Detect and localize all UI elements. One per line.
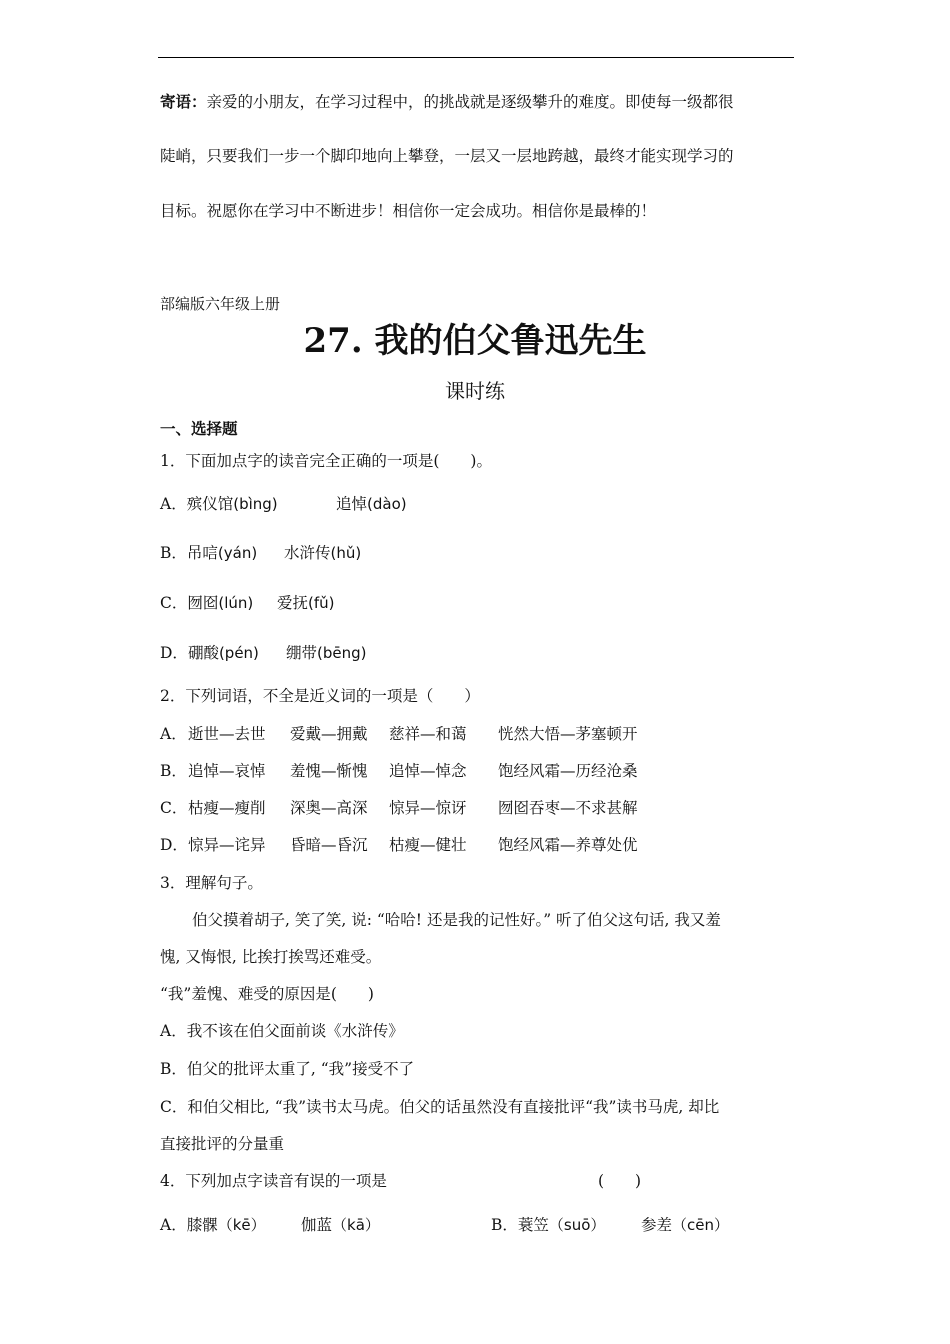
message-line-1: 寄语：亲爱的小朋友，在学习过程中，的挑战就是逐级攀升的难度。即使每一级都很 (160, 92, 734, 111)
q2-option-a: A． (160, 725, 187, 743)
q1-option-b-2: 水浒传(hǔ) (284, 544, 362, 562)
q2-option-c: C． (160, 799, 188, 817)
q2-option-d-item: 昏暗—昏沉 (290, 836, 368, 854)
q2-option-c-item: 囫囵吞枣—不求甚解 (498, 799, 638, 817)
q2-option-a-item: 恍然大悟—茅塞顿开 (498, 725, 638, 743)
q1-option-b: B．吊唁(yán) (160, 544, 258, 562)
q1-option-a-2: 追悼(dào) (336, 495, 407, 513)
q2-option-b: B． (160, 762, 187, 780)
q4-option-b-2: 参差（cēn） (641, 1216, 729, 1234)
q4-option-a-2: 伽蓝（kā） (301, 1216, 380, 1234)
q1-option-d-2: 绷带(bēng) (286, 644, 367, 662)
q2-option-d: D． (160, 836, 188, 854)
message-label: 寄语： (160, 92, 207, 111)
message-line-3: 目标。祝愿你在学习中不断进步！相信你一定会成功。相信你是最棒的！ (160, 202, 657, 220)
q4-option-a: A．膝髁（kē） (160, 1216, 266, 1234)
header-rule (158, 57, 794, 58)
q3-passage-line-2: 愧, 又悔恨, 比挨打挨骂还难受。 (160, 948, 382, 966)
grade-label: 部编版六年级上册 (160, 295, 281, 313)
q1-option-d: D．硼酸(pén) (160, 644, 259, 662)
q3-stem: 3．理解句子。 (160, 874, 263, 892)
q2-option-c-item: 深奥—高深 (290, 799, 368, 817)
q1-option-a: A．殡仪馆(bìng) (160, 495, 278, 513)
page-title: 27. 我的伯父鲁迅先生 (303, 321, 647, 361)
q3-option-c-cont: 直接批评的分量重 (160, 1135, 285, 1153)
q2-stem: 2．下列词语，不全是近义词的一项是（ ） (160, 687, 480, 705)
q2-option-d-item: 饱经风霜—养尊处优 (498, 836, 638, 854)
q2-option-c-item: 惊异—惊讶 (389, 799, 467, 817)
q4-option-b: B．蓑笠（suō） (491, 1216, 606, 1234)
q3-passage-line-1: 伯父摸着胡子, 笑了笑, 说: “哈哈! 还是我的记性好。” 听了伯父这句话, 我又羞 (192, 911, 721, 929)
q2-option-b-item: 追悼—悼念 (389, 762, 467, 780)
q3-option-a: A．我不该在伯父面前谈《水浒传》 (160, 1022, 404, 1040)
q2-option-d-item: 惊异—诧异 (188, 836, 266, 854)
q1-option-c-2: 爱抚(fǔ) (277, 594, 335, 612)
q2-option-b-item: 饱经风霜—历经沧桑 (498, 762, 638, 780)
q3-option-b: B．伯父的批评太重了, “我”接受不了 (160, 1060, 415, 1078)
q2-option-d-item: 枯瘦—健壮 (389, 836, 467, 854)
q2-option-c-item: 枯瘦—瘦削 (188, 799, 266, 817)
q2-option-a-item: 爱戴—拥戴 (290, 725, 368, 743)
q2-option-b-item: 追悼—哀悼 (188, 762, 266, 780)
q2-option-a-item: 慈祥—和蔼 (389, 725, 467, 743)
section-heading: 一、选择题 (160, 419, 238, 438)
q1-option-c: C．囫囵(lún) (160, 594, 254, 612)
q3-option-c: C．和伯父相比, “我”读书太马虎。伯父的话虽然没有直接批评“我”读书马虎, 却比 (160, 1098, 720, 1116)
q2-option-a-item: 逝世—去世 (188, 725, 266, 743)
q4-answer-paren: ( ) (598, 1172, 642, 1190)
page-subtitle: 课时练 (445, 379, 505, 403)
q2-option-b-item: 羞愧—惭愧 (290, 762, 368, 780)
message-line-2: 陡峭，只要我们一步一个脚印地向上攀登，一层又一层地跨越，最终才能实现学习的 (160, 147, 734, 165)
q1-stem: 1．下面加点字的读音完全正确的一项是( )。 (160, 452, 492, 470)
q4-stem: 4．下列加点字读音有误的一项是 (160, 1172, 387, 1190)
q3-question: “我”羞愧、难受的原因是( ) (160, 985, 374, 1003)
